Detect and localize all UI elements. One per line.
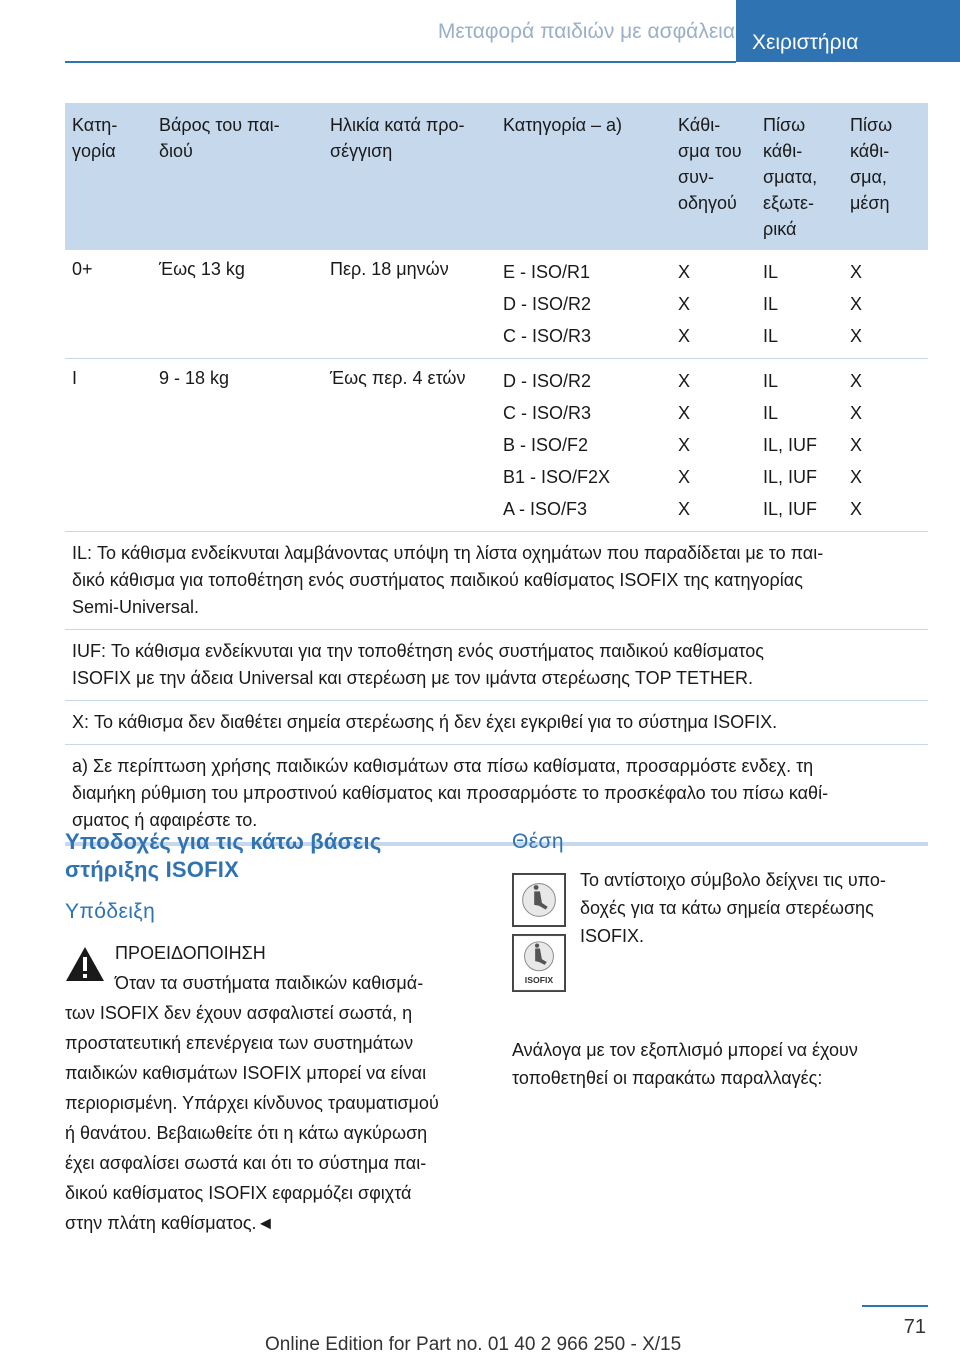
- header-weight: Βάρος του παι- διού: [152, 103, 323, 250]
- rear-outer-value: IL, IUF: [763, 499, 818, 519]
- cell-age: Περ. 18 μηνών: [323, 250, 496, 359]
- table-header-row: [65, 103, 928, 250]
- rear-middle-value: X: [850, 294, 863, 314]
- front-value: X: [678, 262, 691, 282]
- table-note-row: [65, 532, 928, 630]
- header-category: Κατη- γορία: [65, 103, 152, 250]
- rear-outer-value: IL: [763, 326, 779, 346]
- note-il: IL: Το κάθισμα ενδείκνυται λαμβάνοντας υπόψη τη λίστα οχημάτων που παραδίδεται με το παι- δικό κάθισμα για τοποθέτηση ενός συστήματος παιδικού καθίσματος ISOFIX της κατηγορίας Semi-Universal.: [65, 532, 928, 630]
- header-rule: [65, 61, 736, 63]
- table-row: [65, 359, 928, 532]
- cell-weight: Έως 13 kg: [152, 250, 323, 359]
- section-heading: Υποδοχές για τις κάτω βάσεις στήριξης ISOFIX: [65, 829, 382, 882]
- rear-outer-value: IL: [763, 403, 779, 423]
- front-value: X: [678, 326, 691, 346]
- class-value: B1 - ISO/F2X: [503, 467, 611, 487]
- warning-title: ΠΡΟΕΙΔΟΠΟΙΗΣΗ: [115, 943, 266, 963]
- header-rear-outer: Πίσω κάθι- σματα, εξωτε- ρικά: [756, 103, 843, 250]
- header-class: Κατηγορία – a): [496, 103, 671, 250]
- cell-front: [671, 250, 756, 359]
- page-header: [0, 0, 960, 62]
- cell-rear-outer: [756, 359, 843, 532]
- rear-outer-value: IL: [763, 294, 779, 314]
- rear-middle-value: X: [850, 403, 863, 423]
- class-value: A - ISO/F3: [503, 499, 588, 519]
- warning-block: [65, 938, 480, 1238]
- isofix-seat-table: [65, 103, 928, 846]
- class-value: E - ISO/R1: [503, 262, 591, 282]
- cell-classes: [496, 359, 671, 532]
- cell-category: I: [65, 359, 152, 532]
- page-number: 71: [903, 1316, 926, 1338]
- table-note-row: [65, 630, 928, 701]
- note-a: a) Σε περίπτωση χρήσης παιδικών καθισμάτων στα πίσω καθίσματα, προσαρμόστε ενδεχ. τη διαμήκη ρύθμιση του μπροστινού καθίσματος και προσαρμόστε το προσκέφαλο του πίσω καθί- σματος ή αφαιρέστε το.: [65, 745, 928, 845]
- front-value: X: [678, 371, 691, 391]
- isofix-label-text: ISOFIX: [524, 975, 554, 986]
- note-x: X: Το κάθισμα δεν διαθέτει σημεία στερέωσης ή δεν έχει εγκριθεί για το σύστημα ISOFIX.: [65, 701, 928, 745]
- front-value: X: [678, 435, 691, 455]
- right-column: [512, 828, 928, 1092]
- position-heading: Θέση: [512, 830, 564, 853]
- cell-classes: [496, 250, 671, 359]
- isofix-label-icon: [512, 934, 566, 992]
- front-value: X: [678, 467, 691, 487]
- class-value: B - ISO/F2: [503, 435, 589, 455]
- section-title: Μεταφορά παιδιών με ασφάλεια: [437, 20, 735, 43]
- warning-triangle-icon: [65, 946, 105, 982]
- left-column: [65, 828, 480, 1238]
- class-value: C - ISO/R3: [503, 403, 592, 423]
- table-row: [65, 250, 928, 359]
- rear-outer-value: IL, IUF: [763, 435, 818, 455]
- warning-text: Όταν τα συστήματα παιδικών καθισμά- των ISOFIX δεν έχουν ασφαλιστεί σωστά, η προστατευτική επενέργεια των συστημάτων παιδικών καθισμάτων ISOFIX μπορεί να είναι περιορισμένη. Υπάρχει κίνδυνος τραυματισμού ή θανάτου. Βεβαιωθείτε ότι η κάτω αγκύρωση έχει ασφαλίσει σωστά και ότι το σύστημα παι- δικού καθίσματος ISOFIX εφαρμόζει σφιχτά στην πλάτη καθίσματος.◄: [65, 973, 439, 1233]
- header-rear-middle: Πίσω κάθι- σμα, μέση: [843, 103, 928, 250]
- rear-middle-value: X: [850, 499, 863, 519]
- cell-rear-middle: [843, 359, 928, 532]
- front-value: X: [678, 499, 691, 519]
- class-value: C - ISO/R3: [503, 326, 592, 346]
- class-value: D - ISO/R2: [503, 294, 592, 314]
- isofix-anchor-icon: [512, 873, 566, 927]
- footer-rule: [862, 1305, 928, 1307]
- rear-middle-value: X: [850, 326, 863, 346]
- cell-age: Έως περ. 4 ετών: [323, 359, 496, 532]
- symbol-description: Το αντίστοιχο σύμβολο δείχνει τις υπο- δοχές για τα κάτω σημεία στερέωσης ISOFIX.: [580, 870, 886, 946]
- rear-outer-value: IL, IUF: [763, 467, 818, 487]
- rear-outer-value: IL: [763, 262, 779, 282]
- cell-category: 0+: [65, 250, 152, 359]
- rear-middle-value: X: [850, 262, 863, 282]
- rear-outer-value: IL: [763, 371, 779, 391]
- cell-rear-outer: [756, 250, 843, 359]
- chapter-tab: Χειριστήρια: [736, 0, 960, 62]
- front-value: X: [678, 403, 691, 423]
- front-value: X: [678, 294, 691, 314]
- cell-rear-middle: [843, 250, 928, 359]
- header-front-passenger: Κάθι- σμα του συν- οδηγού: [671, 103, 756, 250]
- symbol-block: [512, 866, 928, 1000]
- cell-weight: 9 - 18 kg: [152, 359, 323, 532]
- rear-middle-value: X: [850, 371, 863, 391]
- rear-middle-value: X: [850, 467, 863, 487]
- variants-paragraph: Ανάλογα με τον εξοπλισμό μπορεί να έχουν τοποθετηθεί οι παρακάτω παραλλαγές:: [512, 1040, 858, 1088]
- header-age: Ηλικία κατά προ- σέγγιση: [323, 103, 496, 250]
- edition-text: Online Edition for Part no. 01 40 2 966 250 - X/15: [265, 1334, 682, 1355]
- cell-front: [671, 359, 756, 532]
- note-heading: Υπόδειξη: [65, 900, 156, 923]
- rear-middle-value: X: [850, 435, 863, 455]
- note-iuf: IUF: Το κάθισμα ενδείκνυται για την τοποθέτηση ενός συστήματος παιδικού καθίσματος ISOFIX με την άδεια Universal και στερέωση με τον ιμάντα στερέωσης TOP TETHER.: [65, 630, 928, 701]
- class-value: D - ISO/R2: [503, 371, 592, 391]
- table-note-row: [65, 701, 928, 745]
